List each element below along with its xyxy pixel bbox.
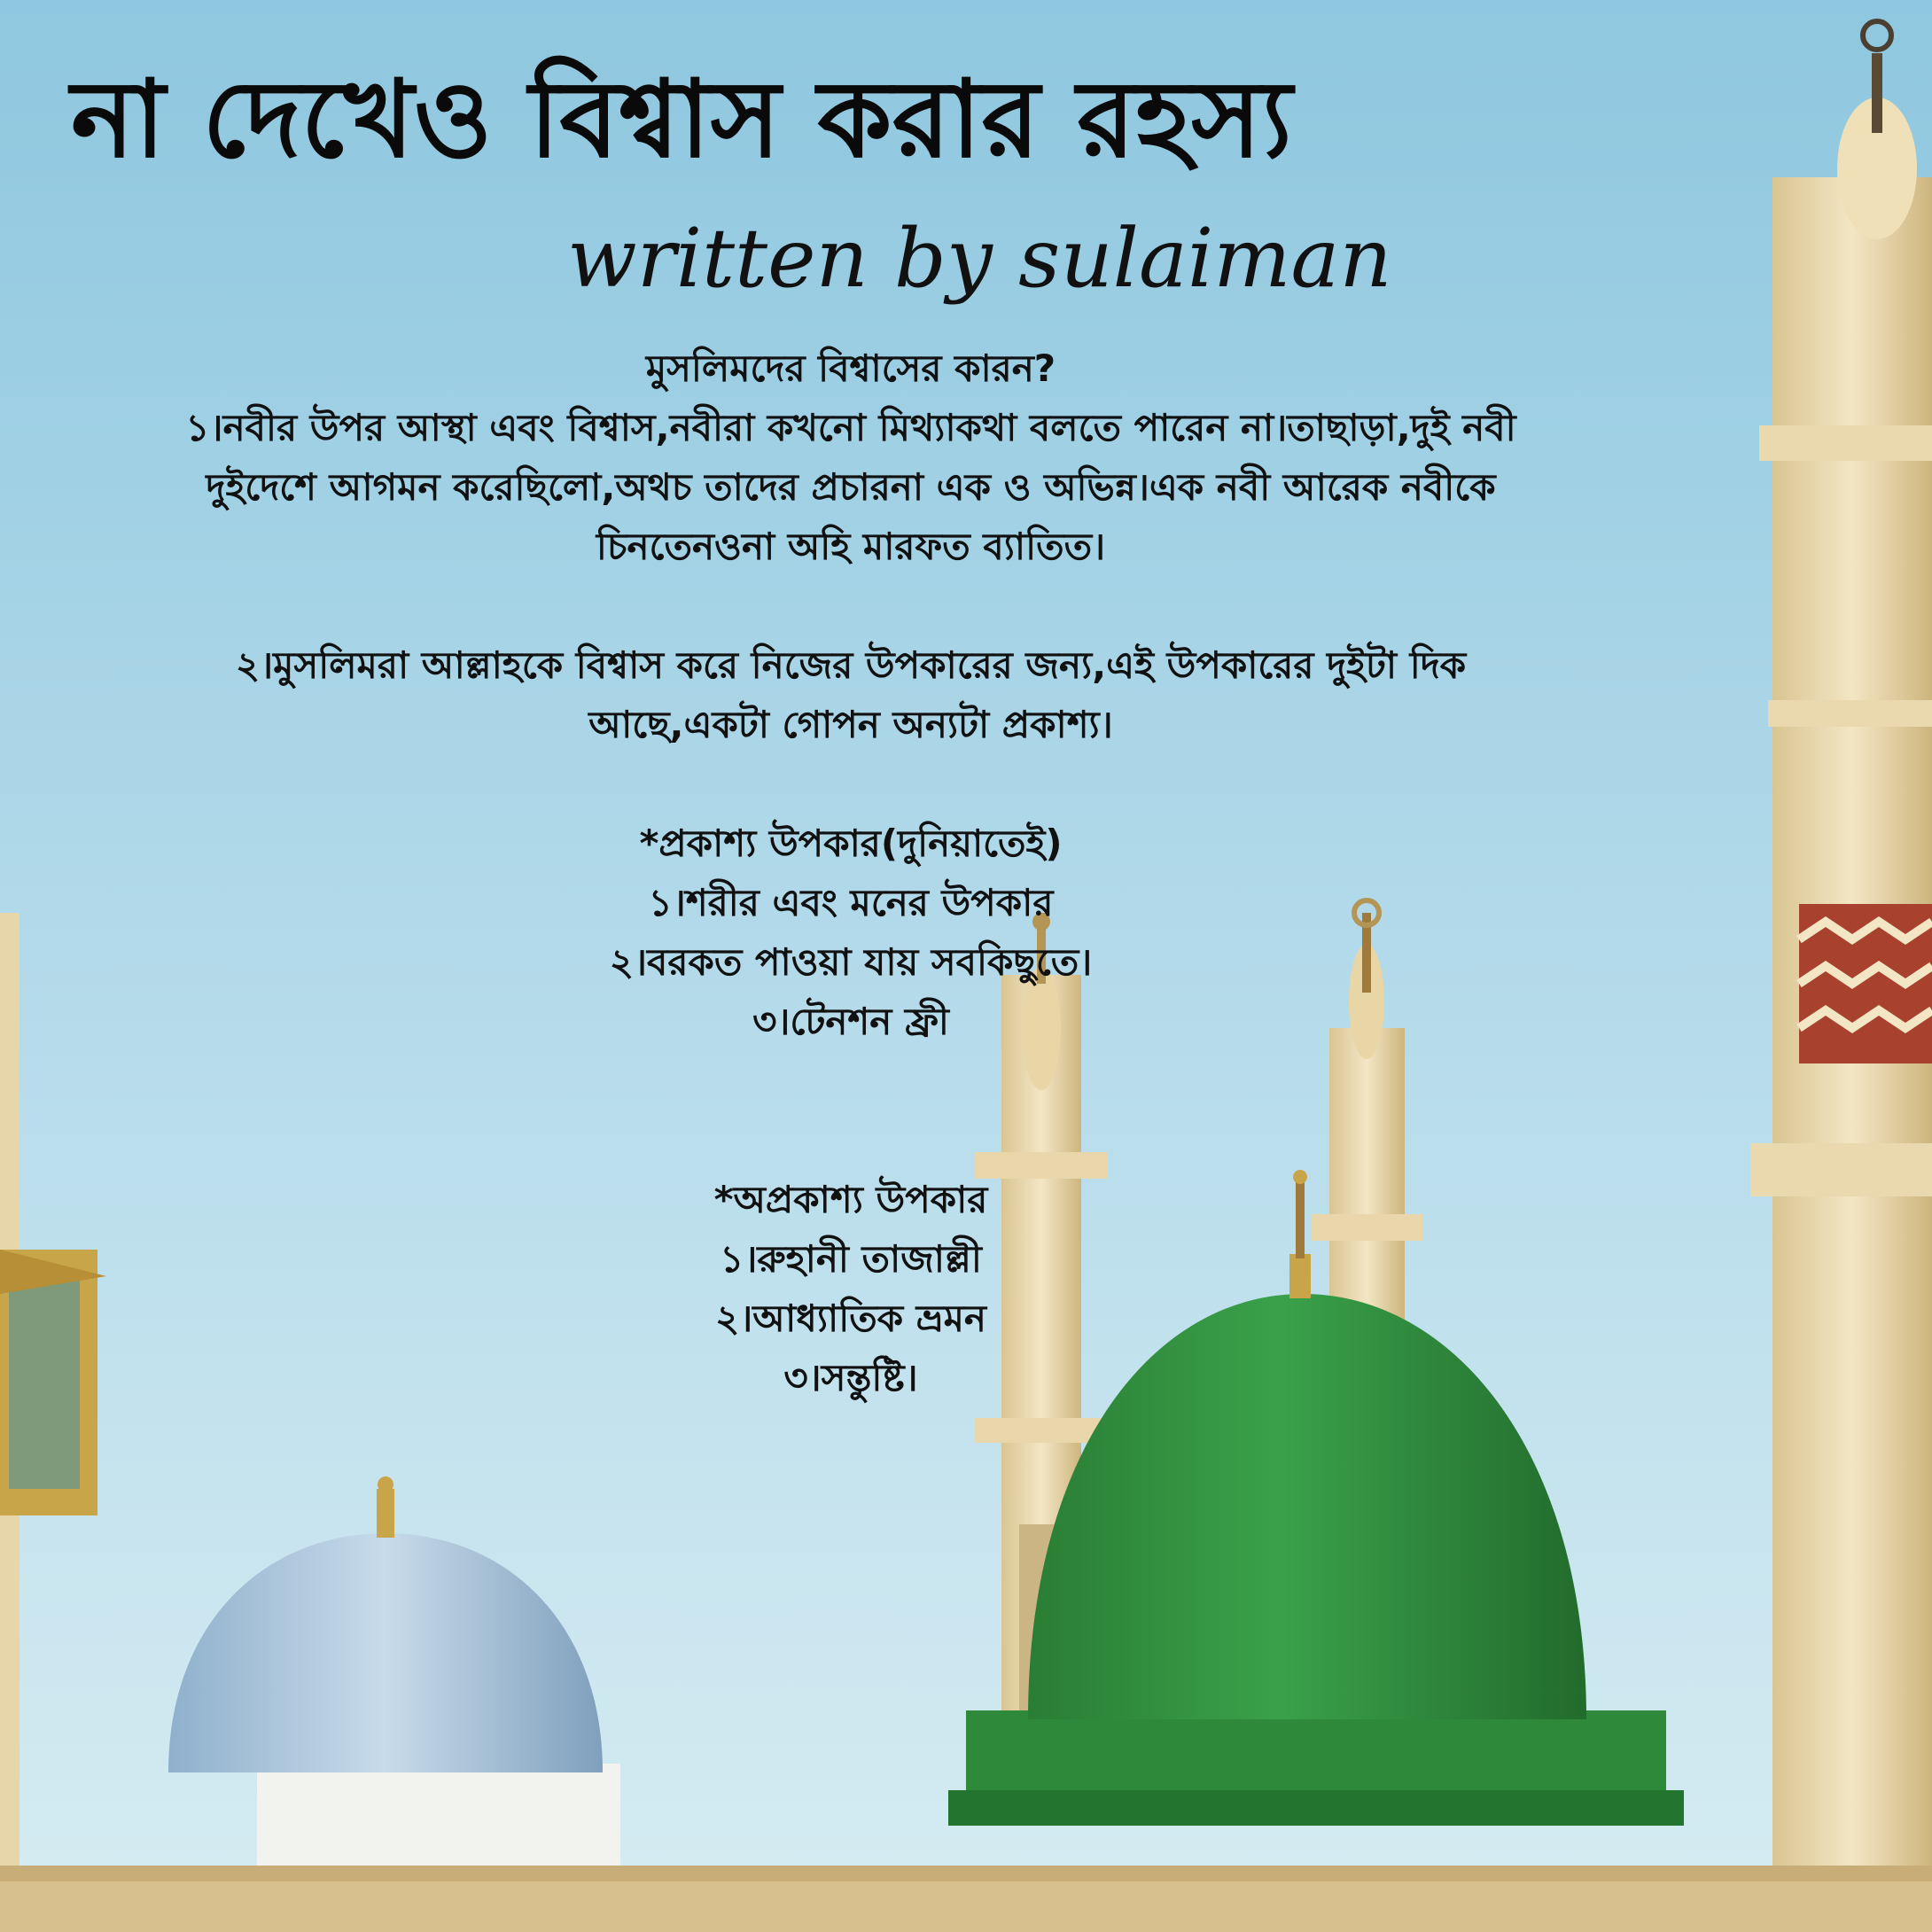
- right-minaret: [1750, 21, 1932, 1932]
- hidden-benefit-item: ২।আধ্যাতিক ভ্রমন: [714, 1297, 986, 1340]
- visible-benefits-heading: *প্রকাশ্য উপকার(দুনিয়াতেই): [639, 822, 1063, 865]
- hidden-benefits-heading: *অপ্রকাশ্য উপকার: [713, 1178, 988, 1221]
- article-body: [35, 339, 1666, 1407]
- point1-line: দুইদেশে আগমন করেছিলো,অথচ তাদের প্রচারনা এক ও অভিন্ন।এক নবী আরেক নবীকে: [206, 465, 1496, 509]
- hidden-benefit-item: ৩।সন্তুষ্টি।: [783, 1356, 918, 1399]
- question-line: মুসলিমদের বিশ্বাসের কারন?: [645, 347, 1056, 390]
- visible-benefit-item: ৩।টেনশন ফ্রী: [752, 1000, 949, 1043]
- visible-benefit-item: ১।শরীর এবং মনের উপকার: [648, 881, 1054, 924]
- point2-line: ২।মুসলিমরা আল্লাহকে বিশ্বাস করে নিজের উপকারের জন্য,এই উপকারের দুইটা দিক: [235, 643, 1467, 687]
- crenellated-wall: [0, 1866, 1932, 1932]
- poster-title: না দেখেও বিশ্বাস করার রহস্য: [71, 58, 1293, 182]
- visible-benefit-item: ২।বরকত পাওয়া যায় সবকিছুতে।: [609, 940, 1093, 984]
- hidden-benefit-item: ১।রুহানী তাজাল্লী: [720, 1237, 982, 1281]
- point2-line: আছে,একটা গোপন অন্যটা প্রকাশ্য।: [588, 703, 1113, 746]
- point1-line: ১।নবীর উপর আস্থা এবং বিশ্বাস,নবীরা কখনো মিথ্যাকথা বলতে পারেন না।তাছাড়া,দুই নবী: [185, 406, 1516, 449]
- author-byline: written by sulaiman: [567, 211, 1392, 306]
- point1-line: চিনতেনওনা অহি মারফত ব্যাতিত।: [596, 525, 1106, 568]
